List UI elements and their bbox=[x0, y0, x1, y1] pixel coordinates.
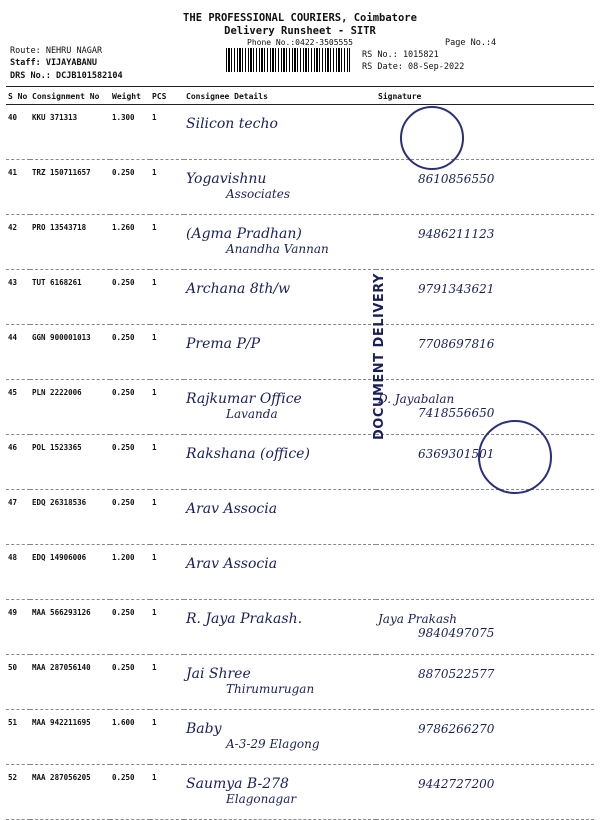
consignment-number: EDQ 26318536 bbox=[30, 490, 110, 545]
pieces: 1 bbox=[150, 380, 184, 435]
serial-number: 40 bbox=[6, 105, 30, 160]
receiver-phone: 6369301501 bbox=[418, 447, 495, 461]
page-number: Page No.:4 bbox=[445, 38, 497, 48]
consignee-details bbox=[184, 215, 376, 270]
signature-cell bbox=[376, 710, 594, 765]
col-sno: S No bbox=[6, 88, 30, 105]
consignee-name: Yogavishnu bbox=[186, 171, 267, 187]
consignee-details bbox=[184, 600, 376, 655]
consignment-number: MAA 287056205 bbox=[30, 765, 110, 820]
document-subtitle: Delivery Runsheet - SITR bbox=[224, 25, 376, 37]
consignment-number: TRZ 150711657 bbox=[30, 160, 110, 215]
consignee-extra: A-3-29 Elagong bbox=[226, 737, 320, 751]
col-signature: Signature bbox=[376, 88, 594, 105]
consignee-name: R. Jaya Prakash. bbox=[186, 611, 303, 627]
table-row bbox=[6, 325, 594, 380]
serial-number: 52 bbox=[6, 765, 30, 820]
weight: 0.250 bbox=[110, 270, 150, 325]
weight: 0.250 bbox=[110, 325, 150, 380]
consignee-details bbox=[184, 710, 376, 765]
col-details: Consignee Details bbox=[184, 88, 376, 105]
signature-cell bbox=[376, 765, 594, 820]
receiver-phone: 7708697816 bbox=[418, 337, 495, 351]
signature-cell bbox=[376, 325, 594, 380]
signature-cell bbox=[376, 270, 594, 325]
col-consignment: Consignment No bbox=[30, 88, 110, 105]
consignment-number: PRO 13543718 bbox=[30, 215, 110, 270]
serial-number: 42 bbox=[6, 215, 30, 270]
weight: 0.250 bbox=[110, 160, 150, 215]
weight: 0.250 bbox=[110, 380, 150, 435]
serial-number: 51 bbox=[6, 710, 30, 765]
consignment-number: PLN 2222006 bbox=[30, 380, 110, 435]
receiver-signature: D. Jayabalan bbox=[378, 392, 455, 406]
weight: 1.200 bbox=[110, 545, 150, 600]
receiver-phone: 9791343621 bbox=[418, 282, 495, 296]
receiver-phone: 9840497075 bbox=[418, 626, 495, 640]
pieces: 1 bbox=[150, 105, 184, 160]
consignee-details bbox=[184, 270, 376, 325]
serial-number: 47 bbox=[6, 490, 30, 545]
table-row bbox=[6, 710, 594, 765]
col-weight: Weight bbox=[110, 88, 150, 105]
consignee-details bbox=[184, 490, 376, 545]
consignee-details bbox=[184, 435, 376, 490]
document-title: THE PROFESSIONAL COURIERS, Coimbatore bbox=[183, 12, 417, 24]
rs-number: RS No.: 1015821 bbox=[362, 50, 439, 60]
consignment-number: EDQ 14906006 bbox=[30, 545, 110, 600]
pieces: 1 bbox=[150, 160, 184, 215]
barcode bbox=[226, 48, 350, 72]
pieces: 1 bbox=[150, 490, 184, 545]
round-stamp bbox=[400, 106, 464, 170]
route-label: Route: NEHRU NAGAR bbox=[10, 46, 103, 56]
receiver-phone: 9486211123 bbox=[418, 227, 495, 241]
weight: 1.300 bbox=[110, 105, 150, 160]
table-row bbox=[6, 765, 594, 820]
consignment-number: MAA 287056140 bbox=[30, 655, 110, 710]
signature-cell bbox=[376, 215, 594, 270]
serial-number: 48 bbox=[6, 545, 30, 600]
pieces: 1 bbox=[150, 435, 184, 490]
receiver-phone: 9786266270 bbox=[418, 722, 495, 736]
consignee-extra: Associates bbox=[226, 187, 291, 201]
consignment-number: MAA 566293126 bbox=[30, 600, 110, 655]
serial-number: 43 bbox=[6, 270, 30, 325]
receiver-signature: Jaya Prakash bbox=[378, 612, 457, 626]
table-row bbox=[6, 545, 594, 600]
consignee-name: Jai Shree bbox=[186, 666, 251, 682]
weight: 0.250 bbox=[110, 600, 150, 655]
staff-label: Staff: VIJAYABANU bbox=[10, 58, 97, 68]
consignee-extra: Elagonagar bbox=[226, 792, 297, 806]
consignment-number: MAA 942211695 bbox=[30, 710, 110, 765]
consignee-details bbox=[184, 380, 376, 435]
consignee-name: (Agma Pradhan) bbox=[186, 226, 302, 242]
pieces: 1 bbox=[150, 600, 184, 655]
consignment-number: POL 1523365 bbox=[30, 435, 110, 490]
pieces: 1 bbox=[150, 710, 184, 765]
consignee-details bbox=[184, 105, 376, 160]
consignee-name: Prema P/P bbox=[186, 336, 261, 352]
serial-number: 50 bbox=[6, 655, 30, 710]
serial-number: 44 bbox=[6, 325, 30, 380]
table-row bbox=[6, 600, 594, 655]
associates-stamp bbox=[478, 420, 552, 494]
consignee-details bbox=[184, 765, 376, 820]
consignee-details bbox=[184, 160, 376, 215]
table-header-row bbox=[6, 88, 594, 105]
serial-number: 49 bbox=[6, 600, 30, 655]
pieces: 1 bbox=[150, 325, 184, 380]
serial-number: 45 bbox=[6, 380, 30, 435]
signature-cell bbox=[376, 600, 594, 655]
drs-number: DRS No.: DCJB101582104 bbox=[10, 71, 123, 81]
weight: 0.250 bbox=[110, 655, 150, 710]
consignee-extra: Thirumurugan bbox=[226, 682, 315, 696]
consignee-name: Rakshana (office) bbox=[186, 446, 310, 462]
signature-cell bbox=[376, 380, 594, 435]
pieces: 1 bbox=[150, 765, 184, 820]
consignee-name: Saumya B-278 bbox=[186, 776, 289, 792]
receiver-phone: 7418556650 bbox=[418, 406, 495, 420]
consignee-extra: Lavanda bbox=[226, 407, 278, 421]
consignee-name: Arav Associa bbox=[186, 501, 278, 517]
weight: 0.250 bbox=[110, 490, 150, 545]
consignment-number: KKU 371313 bbox=[30, 105, 110, 160]
pieces: 1 bbox=[150, 215, 184, 270]
consignee-name: Rajkumar Office bbox=[186, 391, 302, 407]
consignee-name: Arav Associa bbox=[186, 556, 278, 572]
consignee-details bbox=[184, 325, 376, 380]
receiver-phone: 9442727200 bbox=[418, 777, 495, 791]
receiver-phone: 8870522577 bbox=[418, 667, 495, 681]
table-row bbox=[6, 655, 594, 710]
signature-cell bbox=[376, 655, 594, 710]
pieces: 1 bbox=[150, 655, 184, 710]
table-row bbox=[6, 105, 594, 160]
consignment-number: TUT 6168261 bbox=[30, 270, 110, 325]
weight: 0.250 bbox=[110, 765, 150, 820]
weight: 1.260 bbox=[110, 215, 150, 270]
document-delivery-stamp: DOCUMENT DELIVERY bbox=[372, 273, 387, 440]
header-divider bbox=[6, 86, 594, 87]
consignee-extra: Anandha Vannan bbox=[226, 242, 329, 256]
serial-number: 41 bbox=[6, 160, 30, 215]
col-pcs: PCS bbox=[150, 88, 184, 105]
consignee-details bbox=[184, 655, 376, 710]
consignee-name: Archana 8th/w bbox=[186, 281, 291, 297]
receiver-phone: 8610856550 bbox=[418, 172, 495, 186]
consignment-number: GGN 900001013 bbox=[30, 325, 110, 380]
signature-cell bbox=[376, 545, 594, 600]
consignee-details bbox=[184, 545, 376, 600]
table-row bbox=[6, 270, 594, 325]
consignee-name: Silicon techo bbox=[186, 116, 278, 132]
weight: 0.250 bbox=[110, 435, 150, 490]
table-row bbox=[6, 215, 594, 270]
table-row bbox=[6, 490, 594, 545]
weight: 1.600 bbox=[110, 710, 150, 765]
consignee-name: Baby bbox=[186, 721, 222, 737]
phone-number: Phone No.:0422-3505555 bbox=[247, 38, 353, 47]
rs-date: RS Date: 08-Sep-2022 bbox=[362, 62, 465, 72]
pieces: 1 bbox=[150, 270, 184, 325]
table-row bbox=[6, 160, 594, 215]
pieces: 1 bbox=[150, 545, 184, 600]
serial-number: 46 bbox=[6, 435, 30, 490]
signature-cell bbox=[376, 490, 594, 545]
signature-cell bbox=[376, 160, 594, 215]
